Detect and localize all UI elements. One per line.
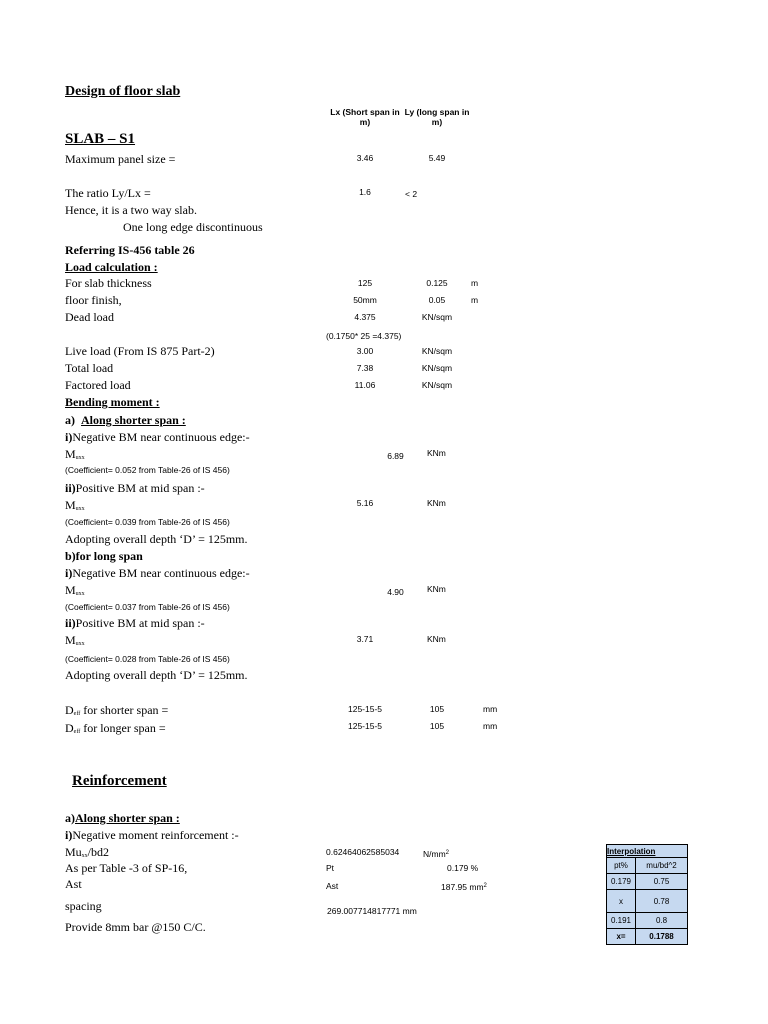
coefficient-note-2: (Coefficient= 0.039 from Table-26 of IS 456): [65, 517, 230, 527]
m-uxx-short-pos: Muxx: [65, 498, 85, 512]
long-span-heading: b)for long span: [65, 549, 143, 563]
dead-load-unit: KN/sqm: [421, 312, 453, 322]
spacing-label: spacing: [65, 899, 102, 913]
interp-cell: x: [607, 890, 636, 913]
live-load-label: Live load (From IS 875 Part-2): [65, 344, 215, 358]
neg-moment-reinf-label: i)Negative moment reinforcement :-: [65, 828, 239, 842]
pt-label: Pt: [326, 863, 335, 873]
neg-bm-long-label: i)Negative BM near continuous edge:-: [65, 566, 250, 580]
pos-bm-long-label: ii)Positive BM at mid span :-: [65, 616, 205, 630]
shorter-span-heading: a) Along shorter span :: [65, 413, 186, 427]
interp-cell: 0.191: [607, 913, 636, 929]
coefficient-note-3: (Coefficient= 0.037 from Table-26 of IS 456): [65, 602, 230, 612]
neg-bm-short-value: 6.89: [387, 451, 404, 461]
thickness-v1: 125: [357, 278, 373, 288]
reinforcement-heading: Reinforcement: [72, 773, 167, 789]
depth-note-1: Adopting overall depth ‘D’ = 125mm.: [65, 532, 248, 546]
load-calc-heading: Load calculation :: [65, 260, 158, 274]
finish-v1: 50mm: [353, 295, 377, 305]
dead-load-value: 4.375: [354, 312, 376, 322]
total-load-value: 7.38: [356, 363, 374, 373]
pos-bm-short-label: ii)Positive BM at mid span :-: [65, 481, 205, 495]
pos-bm-long-value: 3.71: [356, 634, 374, 644]
deff-long-unit: mm: [483, 721, 498, 731]
bending-heading: Bending moment :: [65, 395, 160, 409]
interp-cell: 0.75: [636, 874, 688, 890]
interp-header-mu: mu/bd^2: [636, 858, 688, 874]
neg-bm-short-label: i)Negative BM near continuous edge:-: [65, 430, 250, 444]
interpolation-table: [606, 844, 688, 945]
m-uxx-long-pos: Muxx: [65, 633, 85, 647]
deff-long-value: 105: [429, 721, 445, 731]
thickness-v2: 0.125: [426, 278, 448, 288]
panel-size-label: Maximum panel size =: [65, 152, 176, 166]
deff-long-formula: 125-15-5: [347, 721, 383, 731]
m-uxx-long-neg: Muxx: [65, 583, 85, 597]
col-header-lx: Lx (Short span in m): [330, 107, 400, 127]
interp-cell: 0.78: [636, 890, 688, 913]
pos-bm-short-unit: KNm: [427, 498, 446, 508]
interp-result-value: 0.1788: [636, 929, 688, 945]
live-load-value: 3.00: [356, 346, 374, 356]
ast-label: Ast: [65, 877, 82, 891]
col-header-ly: Ly (long span in m): [404, 107, 470, 127]
reinf-shorter-heading: a)Along shorter span :: [65, 811, 180, 825]
sp16-table-label: As per Table -3 of SP-16,: [65, 861, 188, 875]
ratio-label: The ratio Ly/Lx =: [65, 186, 151, 200]
factored-load-value: 11.06: [354, 380, 376, 390]
ast-value: 187.95 $mm^2$: [441, 882, 487, 892]
spacing-value: 269.007714817771 mm: [327, 906, 417, 916]
deff-short-value: 105: [429, 704, 445, 714]
mu-bd2-value: 0.62464062585034: [326, 847, 400, 857]
ast-label-2: Ast: [326, 881, 339, 891]
factored-load-label: Factored load: [65, 378, 131, 392]
m-uxx-short-neg: Muxx: [65, 447, 85, 461]
pt-value: 0.179 %: [447, 863, 479, 873]
dead-load-formula: (0.1750* 25 =4.375): [326, 331, 402, 341]
provide-bar-text: Provide 8mm bar @150 C/C.: [65, 920, 206, 934]
total-load-unit: KN/sqm: [421, 363, 453, 373]
referring-text: Referring IS-456 table 26: [65, 243, 195, 257]
finish-v2: 0.05: [428, 295, 446, 305]
factored-load-unit: KN/sqm: [421, 380, 453, 390]
ratio-value: 1.6: [359, 187, 371, 197]
interp-cell: 0.8: [636, 913, 688, 929]
finish-label: floor finish,: [65, 293, 122, 307]
interp-result-label: x=: [607, 929, 636, 945]
page-title: Design of floor slab: [65, 84, 181, 99]
finish-unit: m: [471, 295, 479, 305]
pos-bm-short-value: 5.16: [356, 498, 374, 508]
live-load-unit: KN/sqm: [421, 346, 453, 356]
interpolation-title: Interpolation: [607, 845, 688, 858]
mu-bd2-label: Muxx/bd2: [65, 845, 110, 859]
neg-bm-long-unit: KNm: [427, 584, 446, 594]
interp-cell: 0.179: [607, 874, 636, 890]
deff-short-formula: 125-15-5: [347, 704, 383, 714]
thickness-label: For slab thickness: [65, 276, 152, 290]
total-load-label: Total load: [65, 361, 114, 375]
coefficient-note-4: (Coefficient= 0.028 from Table-26 of IS 456): [65, 654, 230, 664]
deff-short-label: Deff for shorter span =: [65, 703, 169, 717]
coefficient-note-1: (Coefficient= 0.052 from Table-26 of IS 456): [65, 465, 230, 475]
depth-note-2: Adopting overall depth ‘D’ = 125mm.: [65, 668, 248, 682]
panel-lx-value: 3.46: [356, 153, 374, 163]
interp-header-pt: pt%: [607, 858, 636, 874]
thickness-unit: m: [471, 278, 479, 288]
ratio-note: < 2: [405, 189, 418, 199]
neg-bm-short-unit: KNm: [427, 448, 446, 458]
pos-bm-long-unit: KNm: [427, 634, 446, 644]
panel-ly-value: 5.49: [428, 153, 446, 163]
dead-load-label: Dead load: [65, 310, 114, 324]
neg-bm-long-value: 4.90: [387, 587, 404, 597]
deff-long-label: Deff for longer span =: [65, 721, 166, 735]
edge-condition: One long edge discontinuous: [123, 220, 263, 234]
deff-short-unit: mm: [483, 704, 498, 714]
two-way-text: Hence, it is a two way slab.: [65, 203, 197, 217]
mu-bd2-unit: $N/mm^2$: [423, 849, 450, 859]
slab-heading: SLAB – S1: [65, 131, 136, 147]
